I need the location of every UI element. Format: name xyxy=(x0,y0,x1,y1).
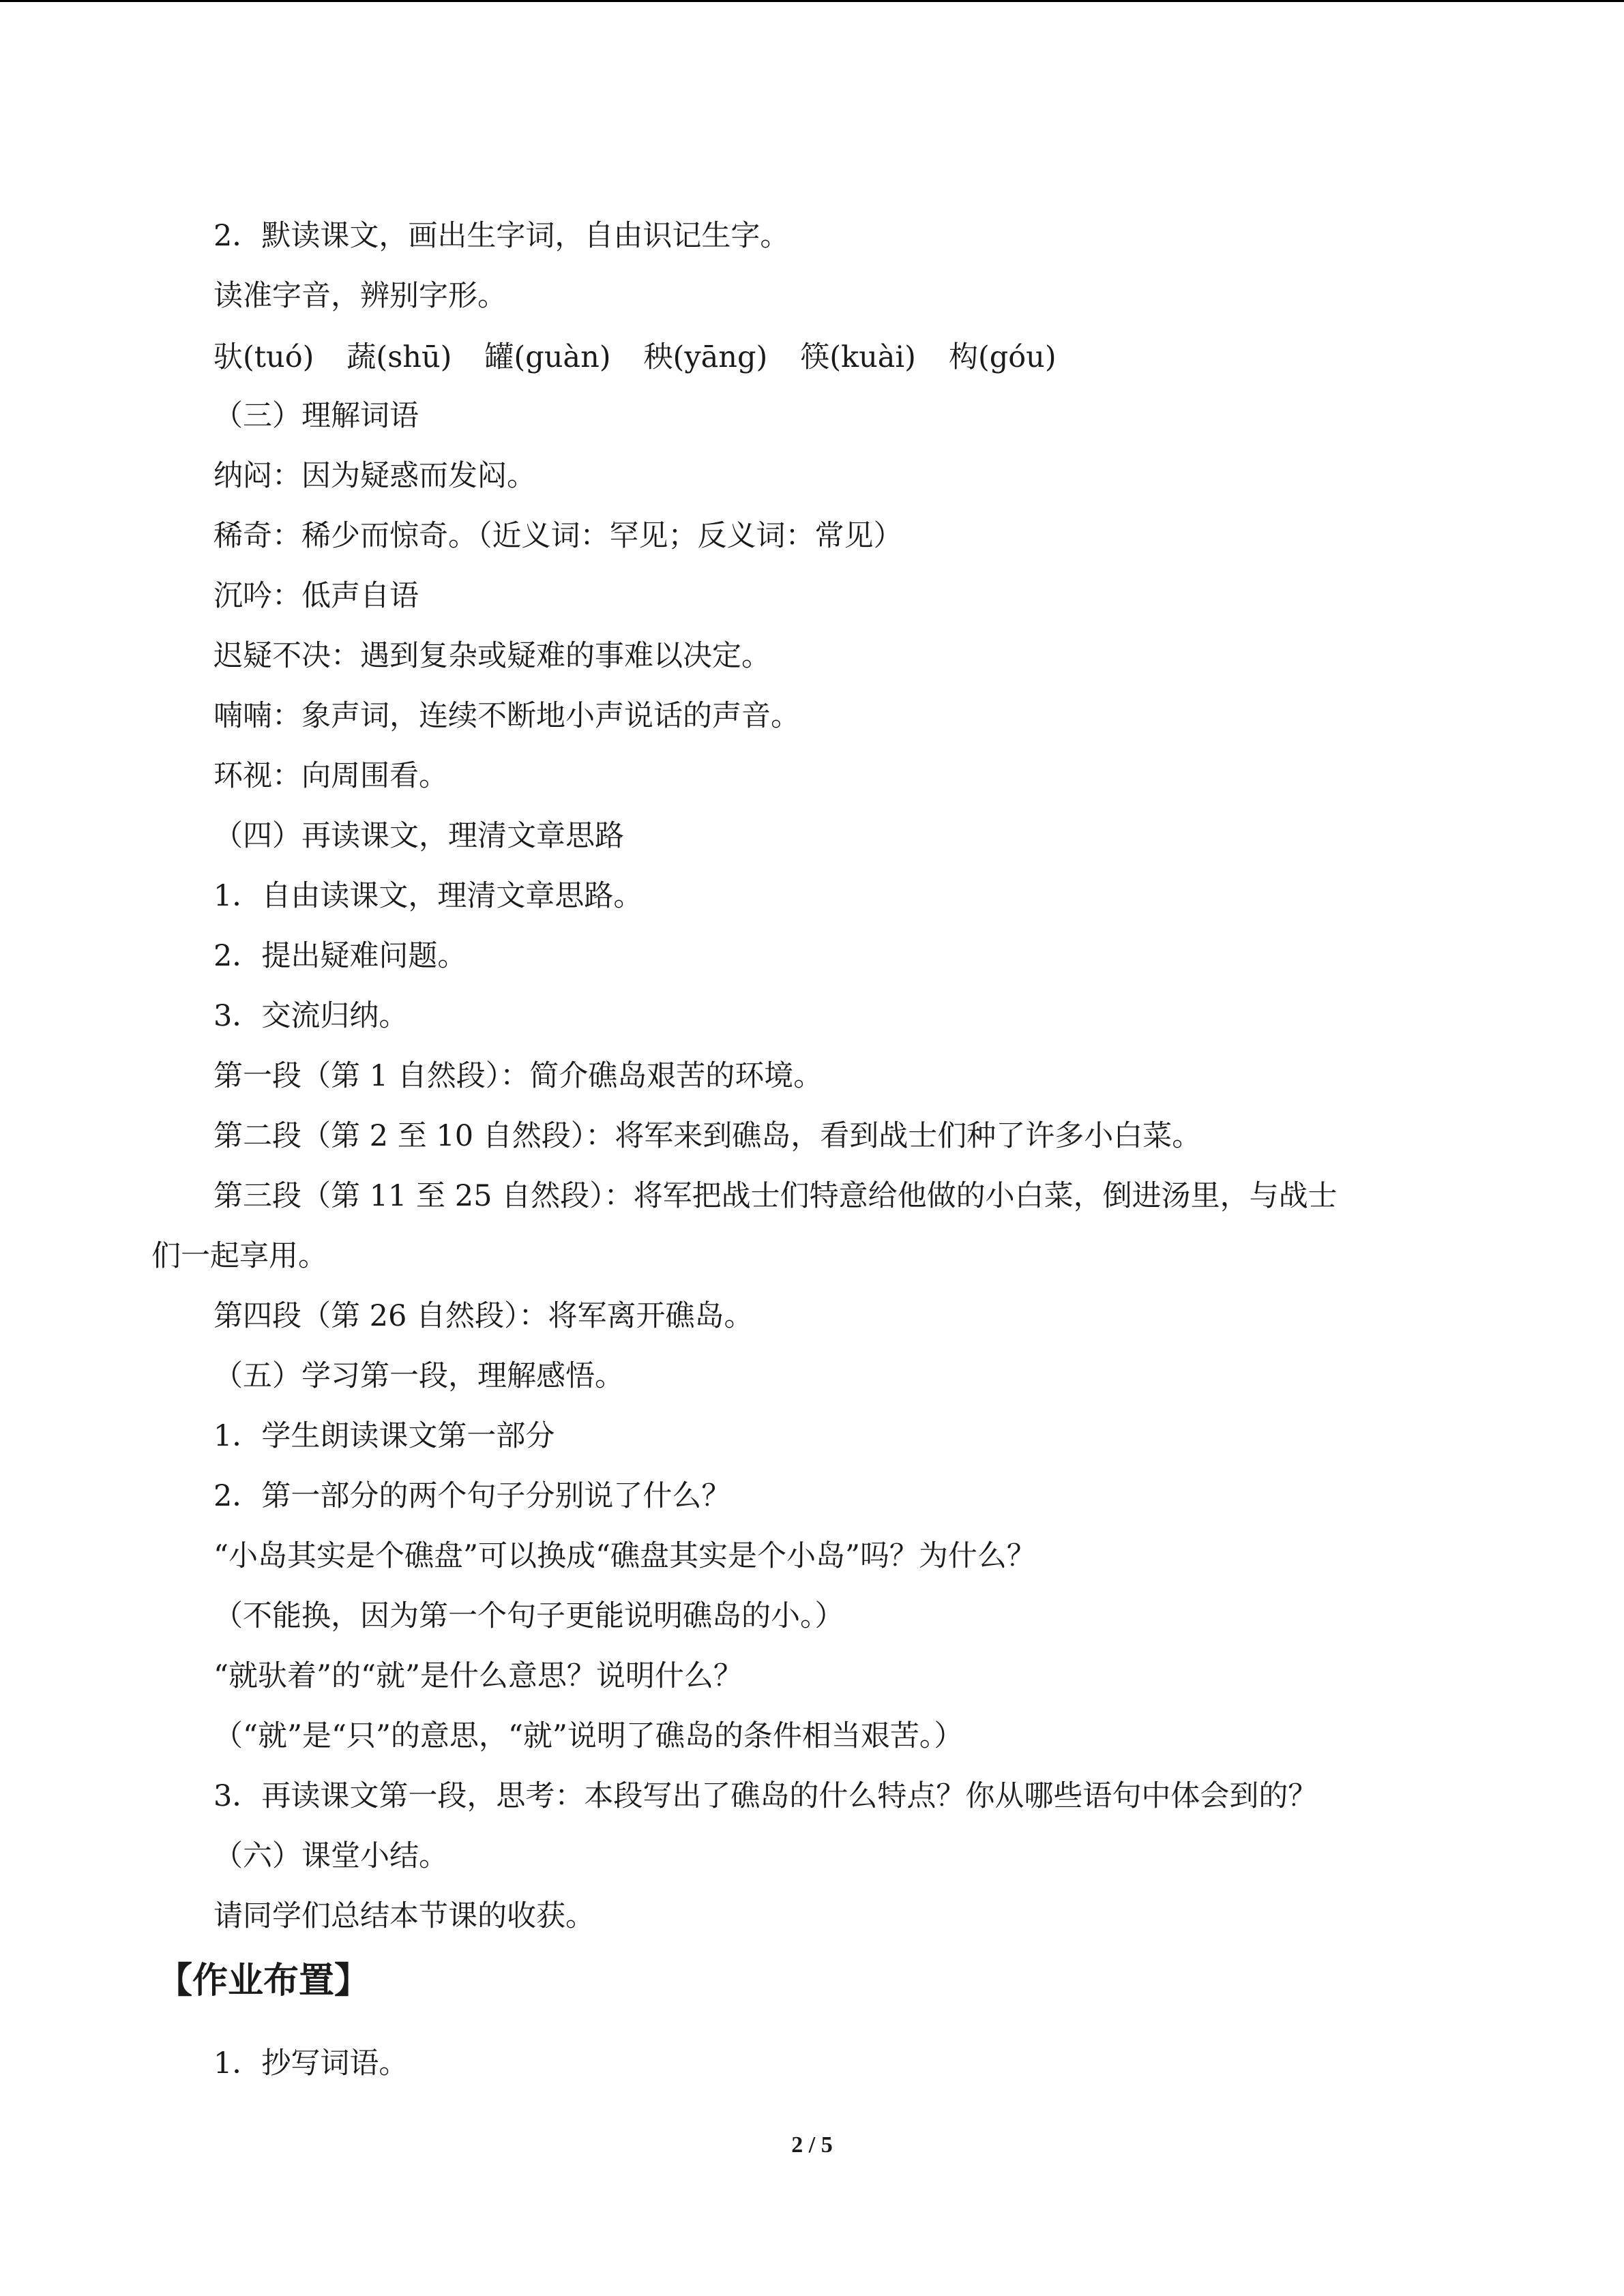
pinyin-item: 驮(tuó) xyxy=(213,340,314,374)
paragraph-line: “就驮着”的“就”是什么意思？说明什么？ xyxy=(213,1659,743,1693)
paragraph-line: （“就”是“只”的意思，“就”说明了礁岛的条件相当艰苦。） xyxy=(213,1719,964,1753)
paragraph-line: 2．第一部分的两个句子分别说了什么？ xyxy=(213,1479,731,1513)
homework-heading: 【作业布置】 xyxy=(157,1960,370,2001)
paragraph-line: 3．交流归纳。 xyxy=(213,999,409,1033)
section-title: （六）课堂小结。 xyxy=(213,1839,448,1873)
paragraph-line: 第一段（第 1 自然段）：简介礁岛艰苦的环境。 xyxy=(213,1059,823,1093)
paragraph-line: 1．自由读课文，理清文章思路。 xyxy=(213,879,643,913)
paragraph-line: 读准字音，辨别字形。 xyxy=(213,279,507,313)
paragraph-line: 1．学生朗读课文第一部分 xyxy=(213,1419,555,1453)
paragraph-line: 3．再读课文第一段，思考：本段写出了礁岛的什么特点？你从哪些语句中体会到的？ xyxy=(213,1779,1318,1813)
section-title: （五）学习第一段，理解感悟。 xyxy=(213,1359,624,1393)
paragraph-line: 2．默读课文，画出生字词，自由识记生字。 xyxy=(213,219,790,253)
paragraph-line: 1．抄写词语。 xyxy=(213,2046,409,2081)
paragraph-line: 请同学们总结本节课的收获。 xyxy=(213,1899,595,1933)
section-title: （三）理解词语 xyxy=(213,399,419,433)
pinyin-item: 秧(yāng) xyxy=(643,340,768,374)
pinyin-item: 蔬(shū) xyxy=(346,340,452,374)
pinyin-list xyxy=(213,337,1089,378)
paragraph-line: 纳闷：因为疑惑而发闷。 xyxy=(213,459,536,493)
paragraph-line: 们一起享用。 xyxy=(151,1239,327,1273)
paragraph-line: 第三段（第 11 至 25 自然段）：将军把战士们特意给他做的小白菜，倒进汤里，与战士 xyxy=(213,1179,1338,1213)
pinyin-item: 筷(kuài) xyxy=(800,340,916,374)
paragraph-line: 喃喃：象声词，连续不断地小声说话的声音。 xyxy=(213,699,800,733)
paragraph-line: 2．提出疑难问题。 xyxy=(213,939,467,973)
paragraph-line: 沉吟：低声自语 xyxy=(213,579,419,613)
pinyin-item: 罐(guàn) xyxy=(484,340,611,374)
paragraph-line: 迟疑不决：遇到复杂或疑难的事难以决定。 xyxy=(213,639,771,673)
paragraph-line: “小岛其实是个礁盘”可以换成“礁盘其实是个小岛”吗？为什么？ xyxy=(213,1539,1036,1573)
section-title: （四）再读课文，理清文章思路 xyxy=(213,819,624,853)
paragraph-line: 第二段（第 2 至 10 自然段）：将军来到礁岛，看到战士们种了许多小白菜。 xyxy=(213,1119,1202,1153)
paragraph-line: 环视：向周围看。 xyxy=(213,759,448,793)
pinyin-item: 构(góu) xyxy=(948,340,1057,374)
page-number: 2 / 5 xyxy=(791,2132,833,2158)
paragraph-line: 稀奇：稀少而惊奇。（近义词：罕见；反义词：常见） xyxy=(213,519,903,553)
paragraph-line: 第四段（第 26 自然段）：将军离开礁岛。 xyxy=(213,1299,754,1333)
paragraph-line: （不能换，因为第一个句子更能说明礁岛的小。） xyxy=(213,1599,844,1633)
